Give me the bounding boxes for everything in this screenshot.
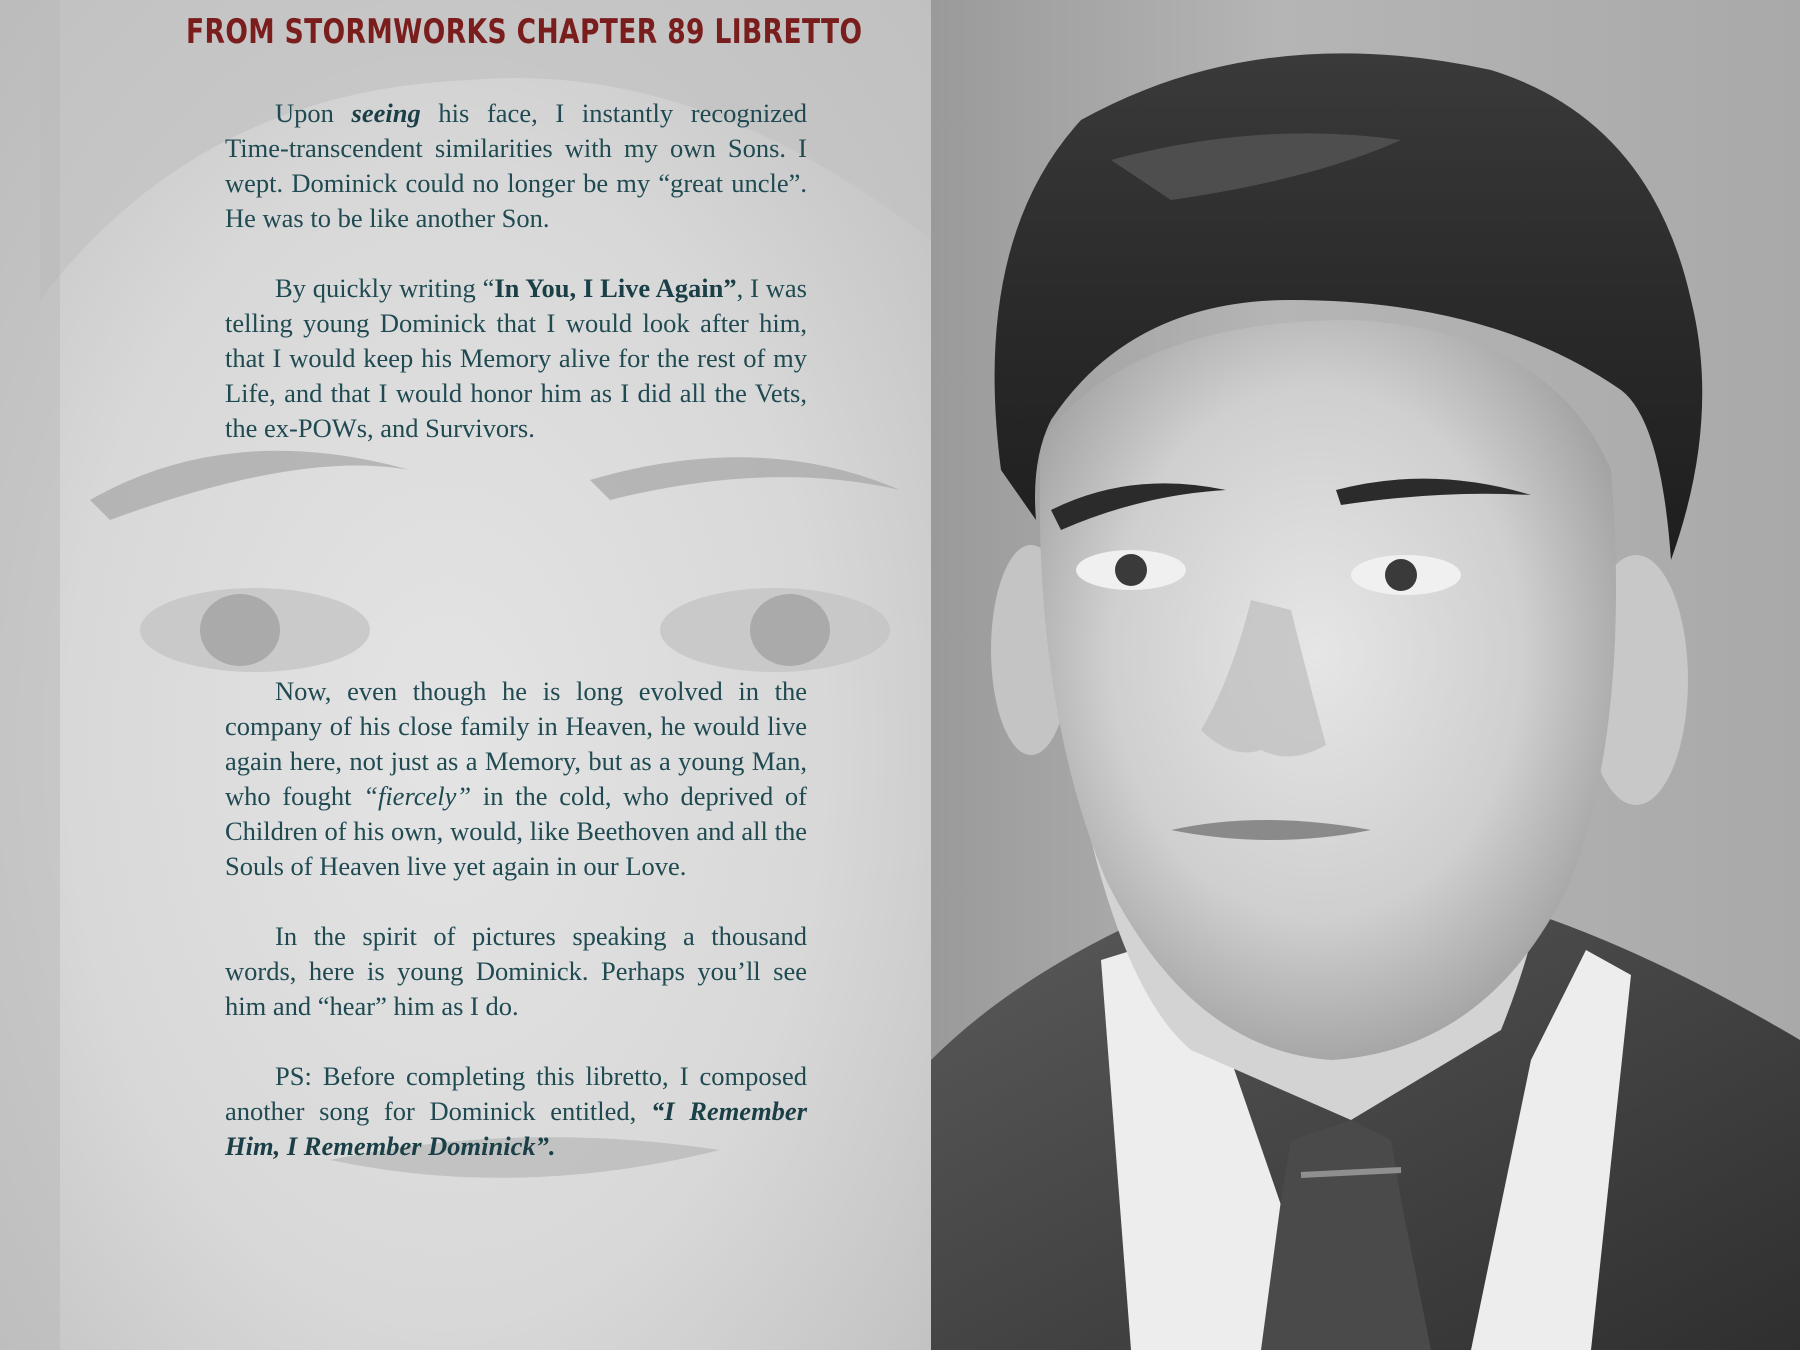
page-title: FROM STORMWORKS CHAPTER 89 LIBRETTO — [186, 12, 863, 52]
paragraph-3-text-b: in the cold, who deprived of Children of his own, would, like Beethoven and all the Souls of Heaven live yet again in our Love. — [225, 781, 807, 881]
paragraph-2 — [225, 271, 807, 446]
song-title-in-you: In You, I Live Again” — [494, 273, 737, 303]
paragraph-1-text-a: Upon — [275, 98, 352, 128]
paragraph-2-text-a: By quickly writing “ — [275, 273, 495, 303]
right-page — [931, 0, 1800, 1350]
paragraph-3-text-a: Now, even though he is long evolved in the company of his close family in Heaven, he would live again here, not just as a Memory, but as a young Man, who fought — [225, 676, 807, 811]
paragraph-1 — [225, 96, 807, 236]
paragraph-1-text-b: his face, I instantly recognized Time-transcendent similarities with my own Sons. I wept. Dominick could no longer be my “great uncle”. He was to be like another Son. — [225, 98, 807, 233]
song-title-i-remember: “I Remember Him, I Remember Dominick”. — [225, 1096, 808, 1161]
paragraph-5-text-a: PS: Before completing this libretto, I composed another song for Dominick entitled, — [225, 1061, 807, 1126]
paragraph-2-text-b: , I was telling young Dominick that I would look after him, that I would keep his Memory alive for the rest of my Life, and that I would honor him as I did all the Vets, the ex-POWs, and Survivors. — [225, 273, 807, 443]
paragraph-3 — [225, 674, 807, 884]
libretto-text — [225, 96, 807, 1164]
emphasis-seeing: seeing — [351, 98, 421, 128]
emphasis-fiercely: “fiercely” — [363, 781, 472, 811]
paragraph-4: In the spirit of pictures speaking a thousand words, here is young Dominick. Perhaps you’ll see him and “hear” him as I do. — [225, 921, 807, 1021]
portrait-photo — [931, 0, 1800, 1350]
paragraph-5 — [225, 1059, 807, 1164]
